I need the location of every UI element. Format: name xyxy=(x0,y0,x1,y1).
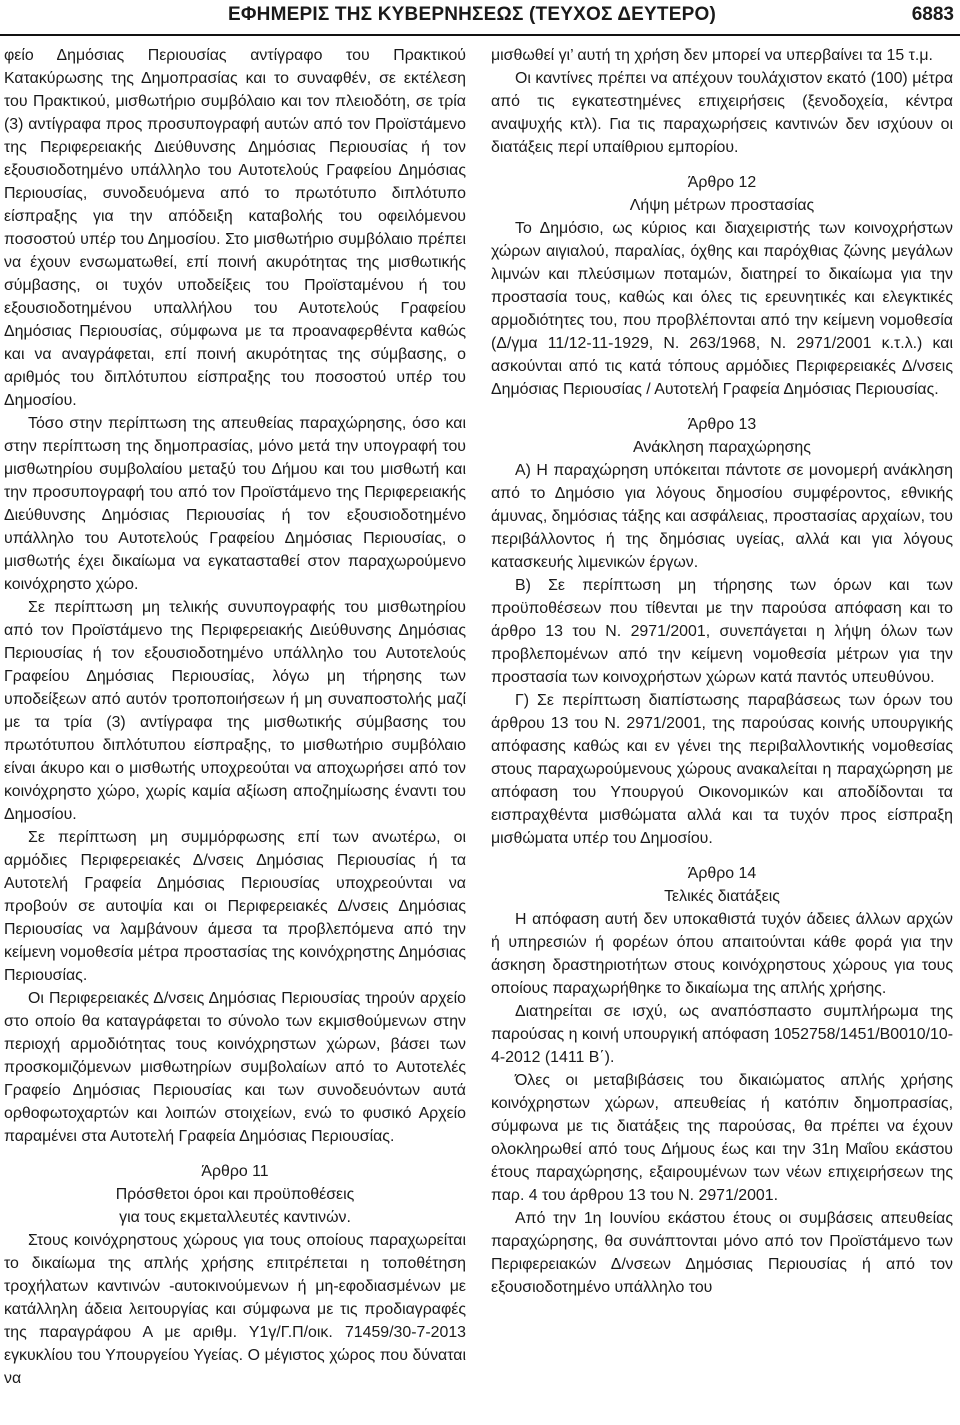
right-column xyxy=(491,44,953,1299)
article-title: Λήψη μέτρων προστασίας xyxy=(629,197,815,214)
gazette-title: ΕΦΗΜΕΡΙΣ ΤΗΣ ΚΥΒΕΡΝΗΣΕΩΣ (ΤΕΥΧΟΣ ΔΕΥΤΕΡΟ) xyxy=(228,4,716,25)
paragraph: Σε περίπτωση μη τελικής συνυπογραφής του μισθωτηρίου από τον Προϊστάμενο της Περιφερειακής Διεύθυνσης Δημόσιας Περιουσίας ή τον εξουσιοδοτημένο υπάλληλο του Αυτοτελούς Γραφείου Δημόσιας Περιουσίας, λόγω μη τήρησης των υποδείξεων από αυτόν τροποποιήσεων ή μη συναποστολής μαζί με τα τρία (3) αντίγραφα της μισθωτικής σύμβασης του πρωτότυπου διπλότυπου είσπραξης, το μισθωτήριο συμβόλαιο είναι άκυρο και ο μισθωτής υποχρεούται να αποχωρήσει από τον κοινόχρηστο χώρο, χωρίς καμία αξίωση αποζημίωσης έναντι του Δημοσίου. xyxy=(4,599,466,823)
paragraph: Οι Περιφερειακές Δ/νσεις Δημόσιας Περιουσίας τηρούν αρχείο στο οποίο θα καταγράφεται το σύνολο των εκμισθούμενων στην περιοχή αρμοδιότητας τους κοινόχρηστων χώρων, βάσει των προσκομιζόμενων μισθωτηρίων συμβολαίων από το Αυτοτελές Γραφείο Δημόσιας Περιουσίας και των συνοδευόντων αυτά ορθοφωτοχαρτών και λοιπών στοιχείων, ενώ το φυσικό Αρχείο παραμένει στα Αυτοτελή Γραφεία Δημόσιας Περιουσίας. xyxy=(4,990,466,1145)
article-11-heading xyxy=(4,1160,466,1229)
article-13-heading xyxy=(491,413,953,459)
left-column xyxy=(4,44,466,1390)
paragraph: Διατηρείται σε ισχύ, ως αναπόσπαστο συμπλήρωμα της παρούσας η κοινή υπουργική απόφαση 1052758/1451/Β0010/10-4-2012 (1411 Β΄). xyxy=(491,1003,953,1066)
paragraph: Η απόφαση αυτή δεν υποκαθιστά τυχόν άδειες άλλων αρχών ή υπηρεσιών ή φορέων όπου απαιτούνται κάθε φορά για την άσκηση δραστηριοτήτων στους κοινόχρηστους χώρους για τους οποίους παραχωρήθηκε το δικαίωμα της απλής χρήσης. xyxy=(491,911,953,997)
article-number: Άρθρο 12 xyxy=(687,174,757,191)
paragraph: Όλες οι μεταβιβάσεις του δικαιώματος απλής χρήσης κοινόχρηστων χώρων, απευθείας ή κατόπιν δημοπρασίας, σύμφωνα με τις διατάξεις της παρούσας, θα πρέπει να έχουν ολοκληρωθεί από τους Δήμους έως και την 31η Μαΐου εκάστου έτους παραχώρησης, εξαιρουμένων των νέων επιχειρήσεων της παρ. 4 του άρθρου 13 του Ν. 2971/2001. xyxy=(491,1072,953,1204)
article-title: Τελικές διατάξεις xyxy=(664,888,780,905)
paragraph: Τόσο στην περίπτωση της απευθείας παραχώρησης, όσο και στην περίπτωση της δημοπρασίας, μόνο μετά την υπογραφή του μισθωτηρίου συμβολαίου μεταξύ του Δήμου και του μισθωτή και την προσυπογραφή του από τον Προϊστάμενο της Περιφερειακής Διεύθυνσης Δημόσιας Περιουσίας ή τον εξουσιοδοτημένο υπάλληλο του Αυτοτελούς Γραφείου Δημόσιας Περιουσίας, ο μισθωτής έχει δικαίωμα να εγκατασταθεί στον παραχωρούμενο κοινόχρηστο χώρο. xyxy=(4,415,466,593)
article-title: για τους εκμεταλλευτές καντινών. xyxy=(119,1209,351,1226)
article-title: Πρόσθετοι όροι και προϋποθέσεις xyxy=(115,1186,355,1203)
article-number: Άρθρο 13 xyxy=(687,416,757,433)
page-header xyxy=(0,0,960,36)
article-number: Άρθρο 14 xyxy=(687,865,757,882)
paragraph: Από την 1η Ιουνίου εκάστου έτους οι συμβάσεις απευθείας παραχώρησης, θα συνάπτονται μόνο από τον Προϊστάμενο των Περιφερειακών Δ/νσεων Δημόσιας Περιουσίας ή από τον εξουσιοδοτημένο υπάλληλο του xyxy=(491,1210,953,1296)
article-12-heading xyxy=(491,171,953,217)
paragraph: Στους κοινόχρηστους χώρους για τους οποίους παραχωρείται το δικαίωμα της απλής χρήσης επιτρέπεται η τοποθέτηση τροχήλατων καντινών -αυτοκινούμενων ή μη-εφοδιασμένων με κατάλληλη άδεια λειτουργίας και σύμφωνα με τις προδιαγραφές της παραγράφου Α με αριθμ. Υ1γ/Γ.Π/οικ. 71459/30-7-2013 εγκυκλίου του Υπουργείου Υγείας. Ο μέγιστος χώρος που δύναται να xyxy=(4,1232,466,1387)
paragraph: Γ) Σε περίπτωση διαπίστωσης παραβάσεως των όρων του άρθρου 13 του Ν. 2971/2001, της παρούσας κοινής υπουργικής απόφασης καθώς και εν γένει της περιβαλλοντικής νομοθεσίας στους παραχωρούμενους χώρους ανακαλείται η παραχώρηση με απόφαση του Υπουργού Οικονομικών και αποδίδονται τα εισπραχθέντα μισθώματα αλλά και τα τυχόν προς είσπραξη μισθώματα υπέρ του Δημοσίου. xyxy=(491,692,953,847)
article-number: Άρθρο 11 xyxy=(201,1163,269,1180)
paragraph: μισθωθεί γι’ αυτή τη χρήση δεν μπορεί να υπερβαίνει τα 15 τ.μ. xyxy=(491,47,933,64)
paragraph: Σε περίπτωση μη συμμόρφωσης επί των ανωτέρω, οι αρμόδιες Περιφερειακές Δ/νσεις Δημόσιας Περιουσίας ή τα Αυτοτελή Γραφεία Δημόσιας Περιουσίας υποχρεούνται να προβούν σε αυτοψία και οι Περιφερειακές Δ/νσεις Δημόσιας Περιουσίας να λαμβάνουν άμεσα τα προβλεπόμενα από την κείμενη νομοθεσία μέτρα προστασίας της κοινόχρηστης Δημόσιας Περιουσίας. xyxy=(4,829,466,984)
paragraph: Οι καντίνες πρέπει να απέχουν τουλάχιστον εκατό (100) μέτρα από τις εγκατεστημένες επιχειρήσεις (ξενοδοχεία, κέντρα αναψυχής κτλ). Για τις παραχωρήσεις καντινών δεν ισχύουν οι διατάξεις περί υπαίθριου εμπορίου. xyxy=(491,70,953,156)
article-14-heading xyxy=(491,862,953,908)
paragraph: Το Δημόσιο, ως κύριος και διαχειριστής των κοινοχρήστων χώρων αιγιαλού, παραλίας, όχθης και παρόχθιας ζώνης μεγάλων λιμνών και πλεύσιμων ποταμών, διατηρεί το δικαίωμα για την προστασία τους, καθώς και όλες τις ερευνητικές και ελεγκτικές αρμοδιότητες του, που προβλέπονται από την κείμενη νομοθεσία (Δ/γμα 11/12-11-1929, Ν. 263/1968, Ν. 2971/2001 κ.τ.λ.) και ασκούνται από τις κατά τόπους αρμόδιες Περιφερειακές Δ/νσεις Δημόσιας Περιουσίας / Αυτοτελή Γραφεία Δημόσιας Περιουσίας. xyxy=(491,220,953,398)
page-number: 6883 xyxy=(911,4,954,25)
paragraph: Α) Η παραχώρηση υπόκειται πάντοτε σε μονομερή ανάκληση από το Δημόσιο για λόγους δημοσίου συμφέροντος, εθνικής άμυνας, δημόσιας τάξης και ασφάλειας, προστασίας αρχαίων, του περιβάλλοντος ή της δημόσιας υγείας, αλλά και για λόγους κατασκευής λιμενικών έργων. xyxy=(491,462,953,571)
paragraph: φείο Δημόσιας Περιουσίας αντίγραφο του Πρακτικού Κατακύρωσης της Δημοπρασίας και το συναφθέν, σε εκτέλεση του Πρακτικού, μισθωτήριο συμβόλαιο και τον πλειοδότη, σε τρία (3) αντίγραφα προς προσυπογραφή αυτών από τον Προϊστάμενο της Περιφερειακής Διεύθυνσης Δημόσιας Περιουσίας ή τον εξουσιοδοτημένο υπάλληλο του Αυτοτελούς Γραφείου Δημόσιας Περιουσίας, συνοδευόμενα από το πρωτότυπο διπλότυπο είσπραξης για την απόδειξη καταβολής του οφειλόμενου ποσοστού υπέρ του Δημοσίου. Στο μισθωτήριο συμβόλαιο πρέπει να έχουν ενσωματωθεί, επί ποινή ακυρότητας της μισθωτικής σύμβασης, οι τυχόν υποδείξεις του Προϊσταμένου ή του εξουσιοδοτημένου υπαλλήλου του Αυτοτελούς Γραφείου Δημόσιας Περιουσίας, σύμφωνα με τα προαναφερθέντα καθώς και να αναγράφεται, επί ποινή ακυρότητας της σύμβασης, ο αριθμός του διπλότυπου είσπραξης του ποσοστού υπέρ του Δημοσίου. xyxy=(4,47,466,409)
article-title: Ανάκληση παραχώρησης xyxy=(633,439,811,456)
paragraph: Β) Σε περίπτωση μη τήρησης των όρων και των προϋποθέσεων που τίθενται με την παρούσα απόφαση και το άρθρο 13 του Ν. 2971/2001, συνεπάγεται η λήψη όλων των προβλεπομένων από την κείμενη νομοθεσία μέτρων για την προστασία των κοινοχρήστων χώρων κατά παντός υπευθύνου. xyxy=(491,577,953,686)
